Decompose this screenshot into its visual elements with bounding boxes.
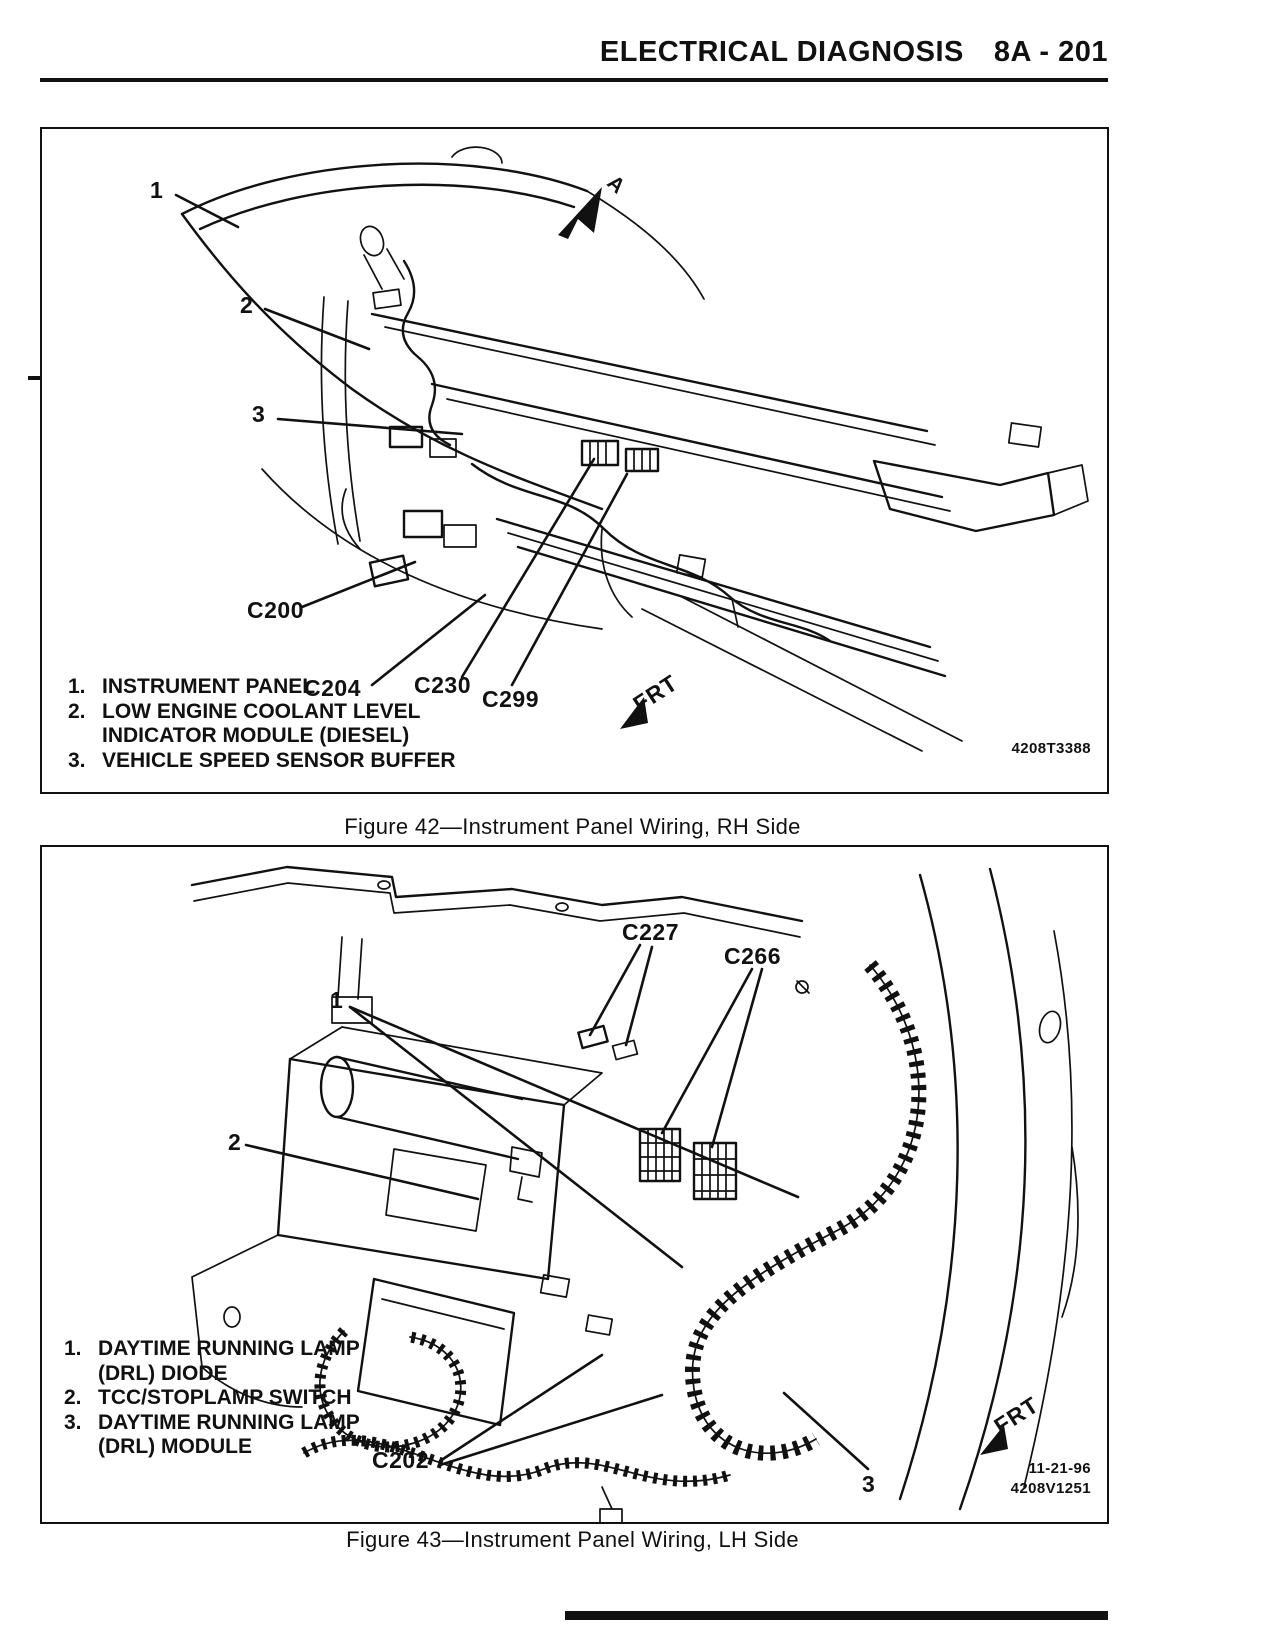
fig43-callout-c266: C266 xyxy=(724,943,781,969)
footer-bar xyxy=(565,1611,1108,1620)
legend-item xyxy=(64,1386,382,1411)
legend-item-text: INSTRUMENT PANEL xyxy=(102,675,316,698)
figure42-frame xyxy=(40,127,1109,794)
legend-item xyxy=(68,749,530,774)
fig43-callout-3: 3 xyxy=(862,1471,876,1497)
legend-item xyxy=(64,1411,382,1460)
fig42-frt-label: FRT xyxy=(628,669,683,718)
header-section-title: ELECTRICAL DIAGNOSIS xyxy=(599,36,964,68)
fig43-frt-label: FRT xyxy=(989,1391,1044,1440)
legend-item-number: 2. xyxy=(68,699,86,723)
figure43-frame xyxy=(40,845,1109,1524)
legend-item-number: 3. xyxy=(68,748,86,772)
legend-item-number: 1. xyxy=(64,1337,82,1360)
legend-item xyxy=(64,1337,382,1386)
legend-item-number: 3. xyxy=(64,1410,82,1434)
fig42-callout-1: 1 xyxy=(150,177,164,203)
legend-item xyxy=(68,700,530,749)
header-page-number: 8A - 201 xyxy=(993,36,1108,68)
fig43-callout-c227: C227 xyxy=(622,919,679,945)
fig42-view-arrow-label: A xyxy=(602,171,630,199)
fig43-drawing-code: 4208V1251 xyxy=(1010,1480,1091,1498)
legend-item-text: DAYTIME RUNNING LAMP (DRL) DIODE xyxy=(98,1337,360,1385)
fig43-art-code xyxy=(1011,1459,1091,1500)
fig42-legend xyxy=(68,675,530,773)
legend-item-text: DAYTIME RUNNING LAMP (DRL) MODULE xyxy=(98,1410,360,1459)
legend-item-text: VEHICLE SPEED SENSOR BUFFER xyxy=(102,748,456,772)
fig42-callout-3: 3 xyxy=(252,401,266,427)
legend-item-text: TCC/STOPLAMP SWITCH xyxy=(98,1386,352,1410)
fig43-legend xyxy=(64,1337,382,1460)
fig43-callout-c202: C202 xyxy=(372,1447,429,1473)
figure42-caption: Figure 42—Instrument Panel Wiring, RH Side xyxy=(344,814,801,839)
page-header xyxy=(0,36,1108,69)
fig42-callout-c299: C299 xyxy=(482,686,539,712)
legend-item-number: 2. xyxy=(64,1386,82,1410)
fig42-callout-c204: C204 xyxy=(304,675,361,701)
fig42-callout-2: 2 xyxy=(240,292,254,318)
fig42-art-code: 4208T3388 xyxy=(1011,740,1091,757)
fig43-date-code: 11-21-96 xyxy=(1028,1460,1091,1477)
legend-item-text: LOW ENGINE COOLANT LEVEL INDICATOR MODULE (DIESEL) xyxy=(102,699,421,748)
legend-item-number: 1. xyxy=(68,675,86,698)
fig42-callout-c200: C200 xyxy=(247,597,304,623)
fig43-callout-1: 1 xyxy=(330,987,344,1013)
header-rule xyxy=(40,78,1108,82)
fig43-callout-2: 2 xyxy=(228,1129,242,1155)
legend-item xyxy=(68,675,530,700)
fig42-callout-c230: C230 xyxy=(414,672,471,698)
figure43-caption: Figure 43—Instrument Panel Wiring, LH Side xyxy=(346,1527,799,1552)
